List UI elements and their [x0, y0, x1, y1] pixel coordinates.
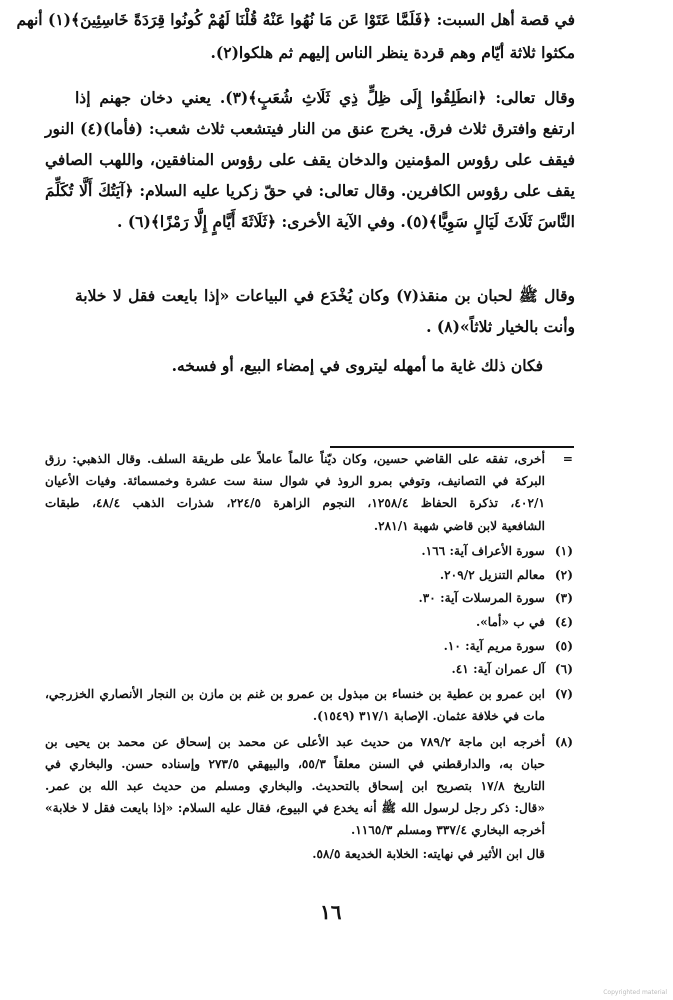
footnote-line: ٤٠٢/١، تذكرة الحفاظ ١٢٥٨/٤، النجوم الزاهرة ٢٢٤/٥، شذرات الذهب ٤٨/٤، طبقات [45, 496, 545, 510]
footnote-line: معالم التنزيل ٢٠٩/٢. [439, 568, 545, 582]
footnote-line: في ب «أما». [475, 615, 545, 629]
footnote-line: أخرجه البخاري ٣٣٧/٤ ومسلم ١١٦٥/٣. [351, 823, 545, 837]
body-line: وأنت بالخيار ثلاثاً»(٨) . [426, 317, 575, 336]
footnote-line: سورة المرسلات آية: ٣٠. [418, 591, 545, 605]
footnote-line: «قال: ذكر رجل لرسول الله ﷺ أنه يخدع في البيوع، فقال عليه السلام: «إذا بايعت فقل لا خلابة» [45, 801, 545, 815]
footnote-line: أخرى، تفقه على القاضي حسين، وكان ديّناً عالماً عاملاً على طريقة السلف. وقال الذهبي: رزق [45, 452, 545, 466]
footnote-number: (٨) [554, 735, 573, 749]
body-line: فيقف على رؤوس المؤمنين والدخان يقف على رؤوس المنافقين، واللهب الصافي [45, 150, 575, 169]
footnote-number: (٣) [554, 591, 573, 605]
body-line: مكثوا ثلاثة أيّام وهم قردة ينظر الناس إليهم ثم هلكوا(٢). [210, 43, 575, 62]
footnote-line: مات في خلافة عثمان. الإصابة ٣١٧/١ (١٥٤٩). [312, 709, 545, 723]
footnote-line: قال ابن الأثير في نهايته: الخلابة الخديعة ٥٨/٥. [312, 847, 545, 861]
watermark: Copyrighted material [603, 989, 667, 996]
body-line: وقال تعالى: ﴿انطَلِقُوا إِلَى ظِلٍّ ذِي ثَلَاثِ شُعَبٍ﴾(٣). يعني دخان جهنم إذا [75, 88, 575, 107]
footnote-line: الشافعية لابن قاضي شهبة ٢٨١/١. [373, 519, 545, 533]
footnote-number: (٥) [554, 639, 573, 653]
footnote-divider [330, 446, 574, 448]
body-line: يقف على رؤوس الكافرين. وقال تعالى: في حقّ زكريا عليه السلام: ﴿آيَتُكَ أَلَّا تُكَلِّمَ [45, 181, 575, 200]
footnote-line: سورة مريم آية: ١٠. [443, 639, 545, 653]
body-line: وقال ﷺ لحبان بن منقذ(٧) وكان يُخْدَع في البياعات «إذا بايعت فقل لا خلابة [75, 286, 575, 305]
footnote-line: سورة الأعراف آية: ١٦٦. [421, 544, 545, 558]
footnote-line: حبان به، والدارقطني في السنن معلقاً ٥٥/٣، والبيهقي ٢٧٣/٥ وإسناده حسن. والبخاري في [45, 757, 545, 771]
body-line: في قصة أهل السبت: ﴿فَلَمَّا عَتَوْا عَن مَا نُهُوا عَنْهُ قُلْنَا لَهُمْ كُونُوا قِرَدَةً خَاسِئِينَ﴾(١) أنهم [16, 10, 575, 29]
footnote-line: ابن عمرو بن عطية بن خنساء بن مبذول بن عمرو بن غنم بن مازن بن النجار الأنصاري الخزرجي، [45, 687, 545, 701]
footnote-number: (٢) [554, 568, 573, 582]
footnote-number: (٦) [554, 662, 573, 676]
footnote-number: (٧) [554, 687, 573, 701]
body-line: النَّاسَ ثَلَاثَ لَيَالٍ سَوِيًّا﴾(٥). وفي الآية الأخرى: ﴿ثَلَاثَةَ أَيَّامٍ إِلَّا رَمْزًا﴾(٦) . [117, 212, 575, 231]
footnote-line: البركة في التصانيف، وتوفي بمرو الروذ في شوال سنة ست عشرة وخمسمائة. وفيات الأعيان [45, 474, 545, 488]
body-line: فكان ذلك غاية ما أمهله ليتروى في إمضاء البيع، أو فسخه. [171, 356, 543, 375]
continuation-mark: = [562, 452, 573, 466]
footnote-line: آل عمران آية: ٤١. [451, 662, 545, 676]
footnote-line: أخرجه ابن ماجة ٧٨٩/٢ من حديث عبد الأعلى عن محمد بن إسحاق عن محمد بن يحيى بن [45, 735, 546, 749]
footnote-line: التاريخ ١٧/٨ بتصريح ابن إسحاق بالتحديث. والبخاري ومسلم من حديث عبد الله بن عمر. [45, 779, 545, 793]
footnote-number: (٤) [554, 615, 573, 629]
body-line: ارتفع وافترق ثلاث فرق. يخرج عنق من النار فيتشعب ثلاث شعب: (فأما)(٤) النور [45, 119, 575, 138]
footnote-number: (١) [554, 544, 573, 558]
page-number: ١٦ [320, 900, 342, 924]
